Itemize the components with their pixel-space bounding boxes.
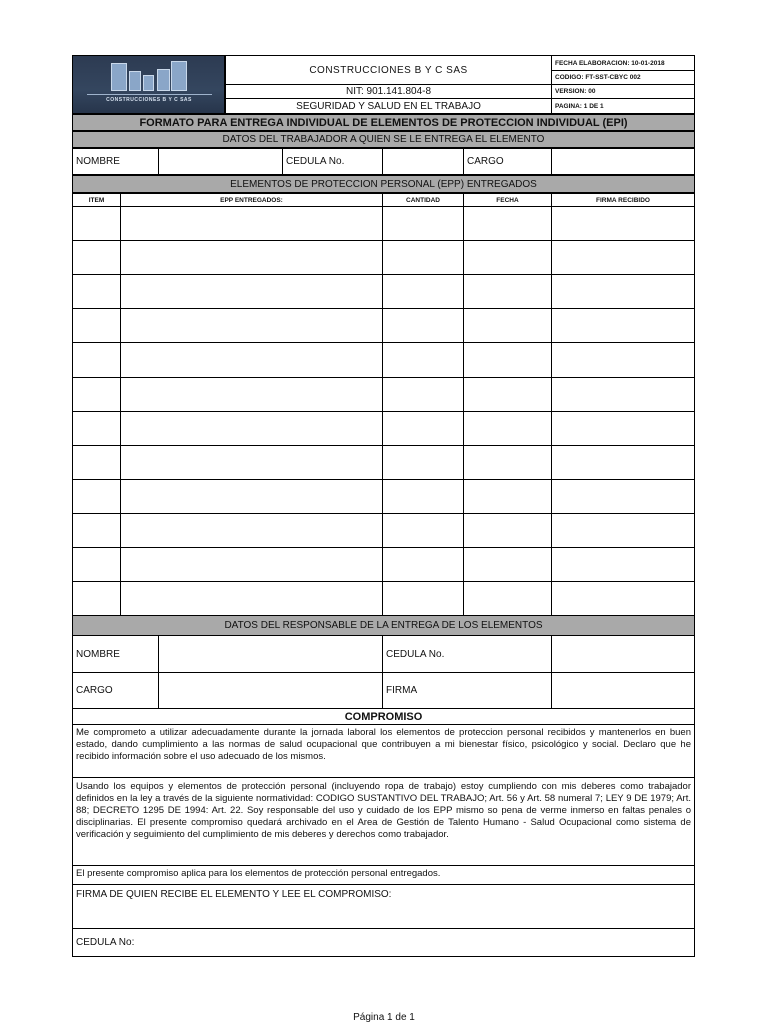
header-center — [225, 55, 552, 114]
row-item-cell[interactable] — [72, 308, 121, 343]
col-item-header: ITEM — [72, 193, 121, 207]
meta-codigo: CODIGO: FT-SST-CBYC 002 — [552, 70, 694, 84]
row-epp-cell[interactable] — [120, 206, 383, 241]
commitment-heading: COMPROMISO — [72, 708, 695, 725]
worker-id-field[interactable] — [382, 148, 464, 175]
row-fecha-cell[interactable] — [463, 308, 552, 343]
row-fecha-cell[interactable] — [463, 581, 552, 616]
row-epp-cell[interactable] — [120, 240, 383, 275]
row-item-cell[interactable] — [72, 377, 121, 412]
row-item-cell[interactable] — [72, 581, 121, 616]
row-item-cell[interactable] — [72, 547, 121, 582]
row-item-cell[interactable] — [72, 274, 121, 309]
row-fecha-cell[interactable] — [463, 547, 552, 582]
row-firma-cell[interactable] — [551, 308, 695, 343]
row-fecha-cell[interactable] — [463, 479, 552, 514]
meta-fecha: FECHA ELABORACION: 10-01-2018 — [555, 59, 665, 67]
row-cantidad-cell[interactable] — [382, 308, 464, 343]
row-epp-cell[interactable] — [120, 274, 383, 309]
row-epp-cell[interactable] — [120, 581, 383, 616]
row-firma-cell[interactable] — [551, 206, 695, 241]
row-item-cell[interactable] — [72, 240, 121, 275]
commitment-id-label: CEDULA No: — [76, 937, 135, 948]
meta-pagina: PAGINA: 1 DE 1 — [552, 98, 694, 113]
row-cantidad-cell[interactable] — [382, 206, 464, 241]
row-firma-cell[interactable] — [551, 581, 695, 616]
row-item-cell[interactable] — [72, 479, 121, 514]
row-firma-cell[interactable] — [551, 274, 695, 309]
col-firma-header: FIRMA RECIBIDO — [551, 193, 695, 207]
company-logo — [72, 55, 225, 114]
row-cantidad-cell[interactable] — [382, 445, 464, 480]
responsible-name-label: NOMBRE — [72, 635, 159, 673]
row-fecha-cell[interactable] — [463, 411, 552, 446]
col-cantidad-header: CANTIDAD — [382, 193, 464, 207]
row-fecha-cell[interactable] — [463, 513, 552, 548]
worker-section-heading: DATOS DEL TRABAJADOR A QUIEN SE LE ENTREGA EL ELEMENTO — [72, 131, 695, 148]
row-fecha-cell[interactable] — [463, 445, 552, 480]
responsible-section-heading: DATOS DEL RESPONSABLE DE LA ENTREGA DE LOS ELEMENTOS — [72, 615, 695, 636]
commitment-paragraph-2: Usando los equipos y elementos de protección personal (incluyendo ropa de trabajo) estoy cumpliendo con mis deberes como trabajador definidos en la ley a través de la siguiente normatividad: CODIGO SUSTANTIVO DEL TRABAJO; Art. 56 y Art. 58 numeral 7; LEY 9 DE 1979; Art. 88; DECRETO 1295 DE 1994: Art. 22. Soy responsable del uso y cuidado de los EPP mismo so pena de verme inmerso en faltas penales o disciplinarias. El presente compromiso quedará archivado en el Area de Gestión de Talento Humano - Salud Ocupacional como sistema de verificación y seguimiento del cumplimiento de mis deberes y derechos como trabajador. — [72, 777, 695, 866]
row-item-cell[interactable] — [72, 513, 121, 548]
responsible-role-field[interactable] — [158, 672, 383, 709]
commitment-id-field[interactable] — [72, 928, 695, 957]
worker-role-label: CARGO — [463, 148, 552, 175]
row-item-cell[interactable] — [72, 411, 121, 446]
row-cantidad-cell[interactable] — [382, 513, 464, 548]
responsible-role-label: CARGO — [72, 672, 159, 709]
company-area: SEGURIDAD Y SALUD EN EL TRABAJO — [226, 98, 551, 113]
worker-id-label: CEDULA No. — [282, 148, 383, 175]
row-item-cell[interactable] — [72, 445, 121, 480]
row-firma-cell[interactable] — [551, 479, 695, 514]
commitment-signature-label: FIRMA DE QUIEN RECIBE EL ELEMENTO Y LEE EL COMPROMISO: — [76, 889, 392, 900]
row-fecha-cell[interactable] — [463, 274, 552, 309]
epp-section-heading: ELEMENTOS DE PROTECCION PERSONAL (EPP) ENTREGADOS — [72, 175, 695, 193]
row-epp-cell[interactable] — [120, 547, 383, 582]
row-item-cell[interactable] — [72, 342, 121, 378]
company-name: CONSTRUCCIONES B Y C SAS — [309, 64, 468, 76]
commitment-paragraph-3: El presente compromiso aplica para los elementos de protección personal entregados. — [72, 865, 695, 885]
col-epp-header: EPP ENTREGADOS: — [120, 193, 383, 207]
row-cantidad-cell[interactable] — [382, 377, 464, 412]
responsible-name-field[interactable] — [158, 635, 383, 673]
commitment-paragraph-1: Me comprometo a utilizar adecuadamente durante la jornada laboral los elementos de proteccion personal recibidos y mantenerlos en buen estado, dando cumplimiento a las normas de salud ocupacional que contribuyen a mi bienestar físico, psicológico y social. Declaro que he recibido información sobre el uso adecuado de los mismos. — [72, 724, 695, 778]
page-number: Página 1 de 1 — [353, 1011, 415, 1023]
row-fecha-cell[interactable] — [463, 377, 552, 412]
row-firma-cell[interactable] — [551, 445, 695, 480]
row-item-cell[interactable] — [72, 206, 121, 241]
form-title: FORMATO PARA ENTREGA INDIVIDUAL DE ELEMENTOS DE PROTECCION INDIVIDUAL (EPI) — [72, 114, 695, 131]
row-firma-cell[interactable] — [551, 240, 695, 275]
company-nit: NIT: 901.141.804-8 — [226, 84, 551, 98]
row-firma-cell[interactable] — [551, 513, 695, 548]
row-cantidad-cell[interactable] — [382, 240, 464, 275]
row-epp-cell[interactable] — [120, 411, 383, 446]
logo-building-icon — [129, 71, 141, 91]
row-epp-cell[interactable] — [120, 445, 383, 480]
header-meta — [551, 55, 695, 114]
row-epp-cell[interactable] — [120, 342, 383, 378]
row-firma-cell[interactable] — [551, 377, 695, 412]
meta-version: VERSION: 00 — [552, 84, 694, 98]
logo-text: CONSTRUCCIONES B Y C SAS — [106, 97, 192, 103]
row-cantidad-cell[interactable] — [382, 274, 464, 309]
responsible-signature-field[interactable] — [551, 672, 695, 709]
responsible-id-field[interactable] — [551, 635, 695, 673]
row-cantidad-cell[interactable] — [382, 342, 464, 378]
commitment-signature-field[interactable] — [72, 884, 695, 929]
row-epp-cell[interactable] — [120, 513, 383, 548]
logo-building-icon — [171, 61, 187, 91]
row-firma-cell[interactable] — [551, 342, 695, 378]
worker-name-field[interactable] — [158, 148, 283, 175]
row-firma-cell[interactable] — [551, 547, 695, 582]
logo-building-icon — [111, 63, 127, 91]
row-epp-cell[interactable] — [120, 377, 383, 412]
responsible-signature-label: FIRMA — [382, 672, 552, 709]
row-epp-cell[interactable] — [120, 308, 383, 343]
worker-role-field[interactable] — [551, 148, 695, 175]
row-firma-cell[interactable] — [551, 411, 695, 446]
responsible-id-label: CEDULA No. — [382, 635, 552, 673]
logo-building-icon — [157, 69, 170, 91]
row-fecha-cell[interactable] — [463, 206, 552, 241]
row-epp-cell[interactable] — [120, 479, 383, 514]
row-fecha-cell[interactable] — [463, 240, 552, 275]
row-cantidad-cell[interactable] — [382, 581, 464, 616]
row-cantidad-cell[interactable] — [382, 479, 464, 514]
worker-name-label: NOMBRE — [72, 148, 159, 175]
row-fecha-cell[interactable] — [463, 342, 552, 378]
col-fecha-header: FECHA — [463, 193, 552, 207]
logo-building-icon — [143, 75, 154, 91]
row-cantidad-cell[interactable] — [382, 411, 464, 446]
row-cantidad-cell[interactable] — [382, 547, 464, 582]
